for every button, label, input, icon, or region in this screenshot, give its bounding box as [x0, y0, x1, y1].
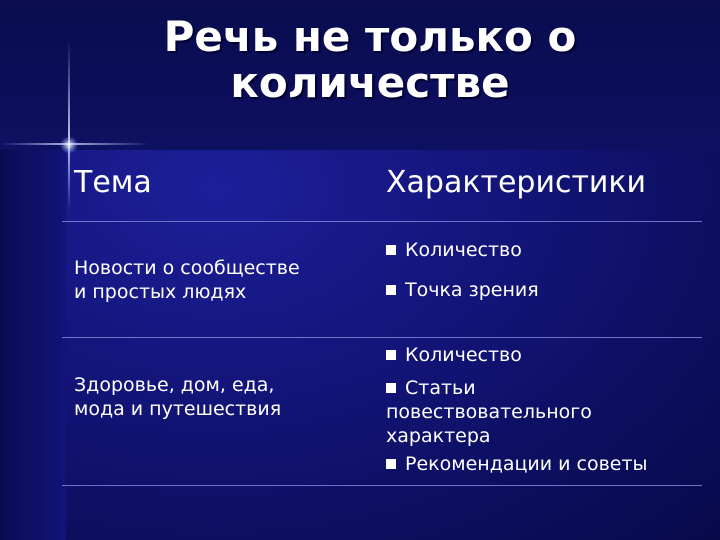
- table-rule-3: [62, 485, 702, 486]
- table-rule-2: [62, 337, 702, 338]
- list-item-text: Количество: [405, 344, 522, 366]
- list-item-text: Количество: [405, 239, 522, 261]
- column-header-characteristics: Характеристики: [386, 165, 647, 200]
- list-item-text: Точка зрения: [405, 279, 539, 301]
- topic-line: Новости о сообществе: [74, 257, 300, 279]
- list-item-continuation: повествовательного: [386, 401, 592, 423]
- title-line-2: количестве: [230, 58, 510, 107]
- list-item-continuation: характера: [386, 425, 491, 447]
- bullet-square-icon: [386, 350, 396, 360]
- table-rule-1: [62, 221, 702, 222]
- list-item-text: Статьи: [405, 377, 476, 399]
- list-item: [386, 452, 648, 476]
- table-row-1-topic: [74, 256, 300, 304]
- topic-line: Здоровье, дом, еда,: [74, 374, 275, 396]
- table-row-2-characteristics: [386, 343, 648, 476]
- sparkle-vertical-ray: [68, 40, 70, 210]
- bullet-square-icon: [386, 245, 396, 255]
- topic-line: мода и путешествия: [74, 398, 282, 420]
- list-item: [386, 376, 648, 400]
- bullet-square-icon: [386, 383, 396, 393]
- list-item: [386, 343, 648, 367]
- list-item: [386, 238, 539, 262]
- title-line-1: Речь не только о: [163, 12, 577, 61]
- bullet-square-icon: [386, 459, 396, 469]
- list-item: [386, 278, 539, 302]
- topic-line: и простых людях: [74, 281, 247, 303]
- bullet-square-icon: [386, 285, 396, 295]
- sparkle-icon: [60, 136, 78, 154]
- list-item-text: Рекомендации и советы: [405, 453, 648, 475]
- table-row-2-topic: [74, 373, 281, 421]
- column-header-topic: Тема: [74, 165, 152, 200]
- slide-title: [110, 14, 630, 106]
- left-background-band: [0, 150, 66, 540]
- table-row-1-characteristics: [386, 238, 539, 302]
